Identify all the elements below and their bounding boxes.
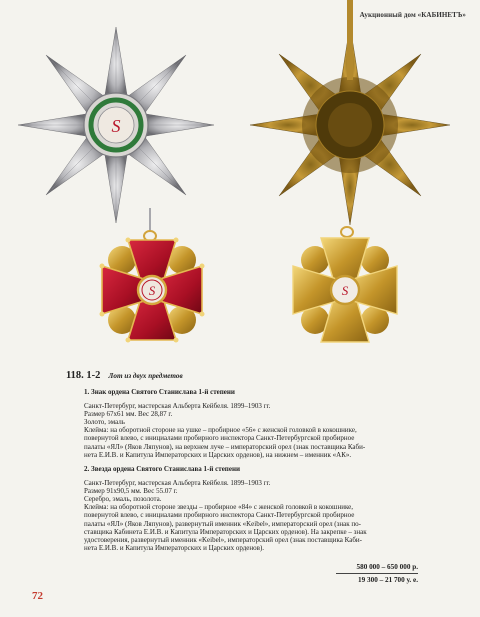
item-1-description [84,388,416,459]
svg-text:S: S [341,283,349,298]
item-2-line: Размер 91х90,5 мм. Вес 55.07 г. [84,487,178,496]
item-1-line: нета Е.И.В. и Капитула Императорских и Царских орденов), на нижнем – именник «АК». [84,450,352,459]
lot-number: 118. 1-2 [66,370,101,381]
item-2-line: нета Е.И.В. и Капитула Императорских и Царских орденов). [84,543,265,552]
lot-heading [66,370,183,381]
red-cross-badge [100,238,205,343]
item-1-line: повернутой влево, с инициалами пробирного инспектора Санкт-Петербургской пробирное [84,434,355,443]
gold-star-reverse [250,0,450,225]
gold-cross-reverse [293,238,397,342]
lot-subtitle: Лот из двух предметов [108,372,183,380]
item-2-line: Санкт-Петербург, мастерская Альберта Кейбеля. 1899–1903 гг. [84,479,271,488]
item-2-line: Серебро, эмаль, позолота. [84,495,162,504]
item-2-line: палаты «ЯЛ» (Яков Ляпунов), развернутый именник «Keibel», императорский орел (знак по- [84,519,361,528]
price-usd: 19 300 – 21 700 у. е. [358,576,418,584]
item-2-line: удостоверения, развернутый именник «Keibel», императорский орел (знак поставщика Каби- [84,535,362,544]
item-1-title: 1. Знак ордена Святого Станислава 1-й степени [84,388,235,396]
item-2-line: повернутой влево, с инициалами пробирного инспектора Санкт-Петербургской пробирное [84,511,355,520]
item-2-line: ставщика Кабинета Е.И.В. и Капитула Императорских и Царских орденов). На закрепке – знак [84,527,367,536]
item-1-line: палаты «ЯЛ» (Яков Ляпунов), на верхнем луче – императорский орел (знак поставщика Каби- [84,442,366,451]
item-2-title: 2. Звезда ордена Святого Станислава 1-й степени [84,465,241,473]
svg-text:S: S [111,116,121,136]
page-number: 72 [32,590,43,602]
silver-star [18,27,214,223]
svg-text:S: S [148,283,156,298]
item-1-line: Клейма: на оборотной стороне на ушке – пробирное «56» с женской головкой в кокошнике, [84,426,357,435]
item-2-description [84,465,416,552]
auction-house-header: Аукционный дом «КАБИНЕТЪ» [359,11,466,19]
item-1-line: Санкт-Петербург, мастерская Альберта Кейбеля. 1899–1903 гг. [84,402,271,411]
item-1-line: Размер 67х61 мм. Вес 28,87 г. [84,410,173,419]
item-2-line: Клейма: на оборотной стороне звезды – пробирное «84» с женской головкой в кокошнике, [84,503,354,512]
item-1-line: Золото, эмаль [84,418,125,427]
price-rub: 580 000 – 650 000 р. [336,563,418,574]
